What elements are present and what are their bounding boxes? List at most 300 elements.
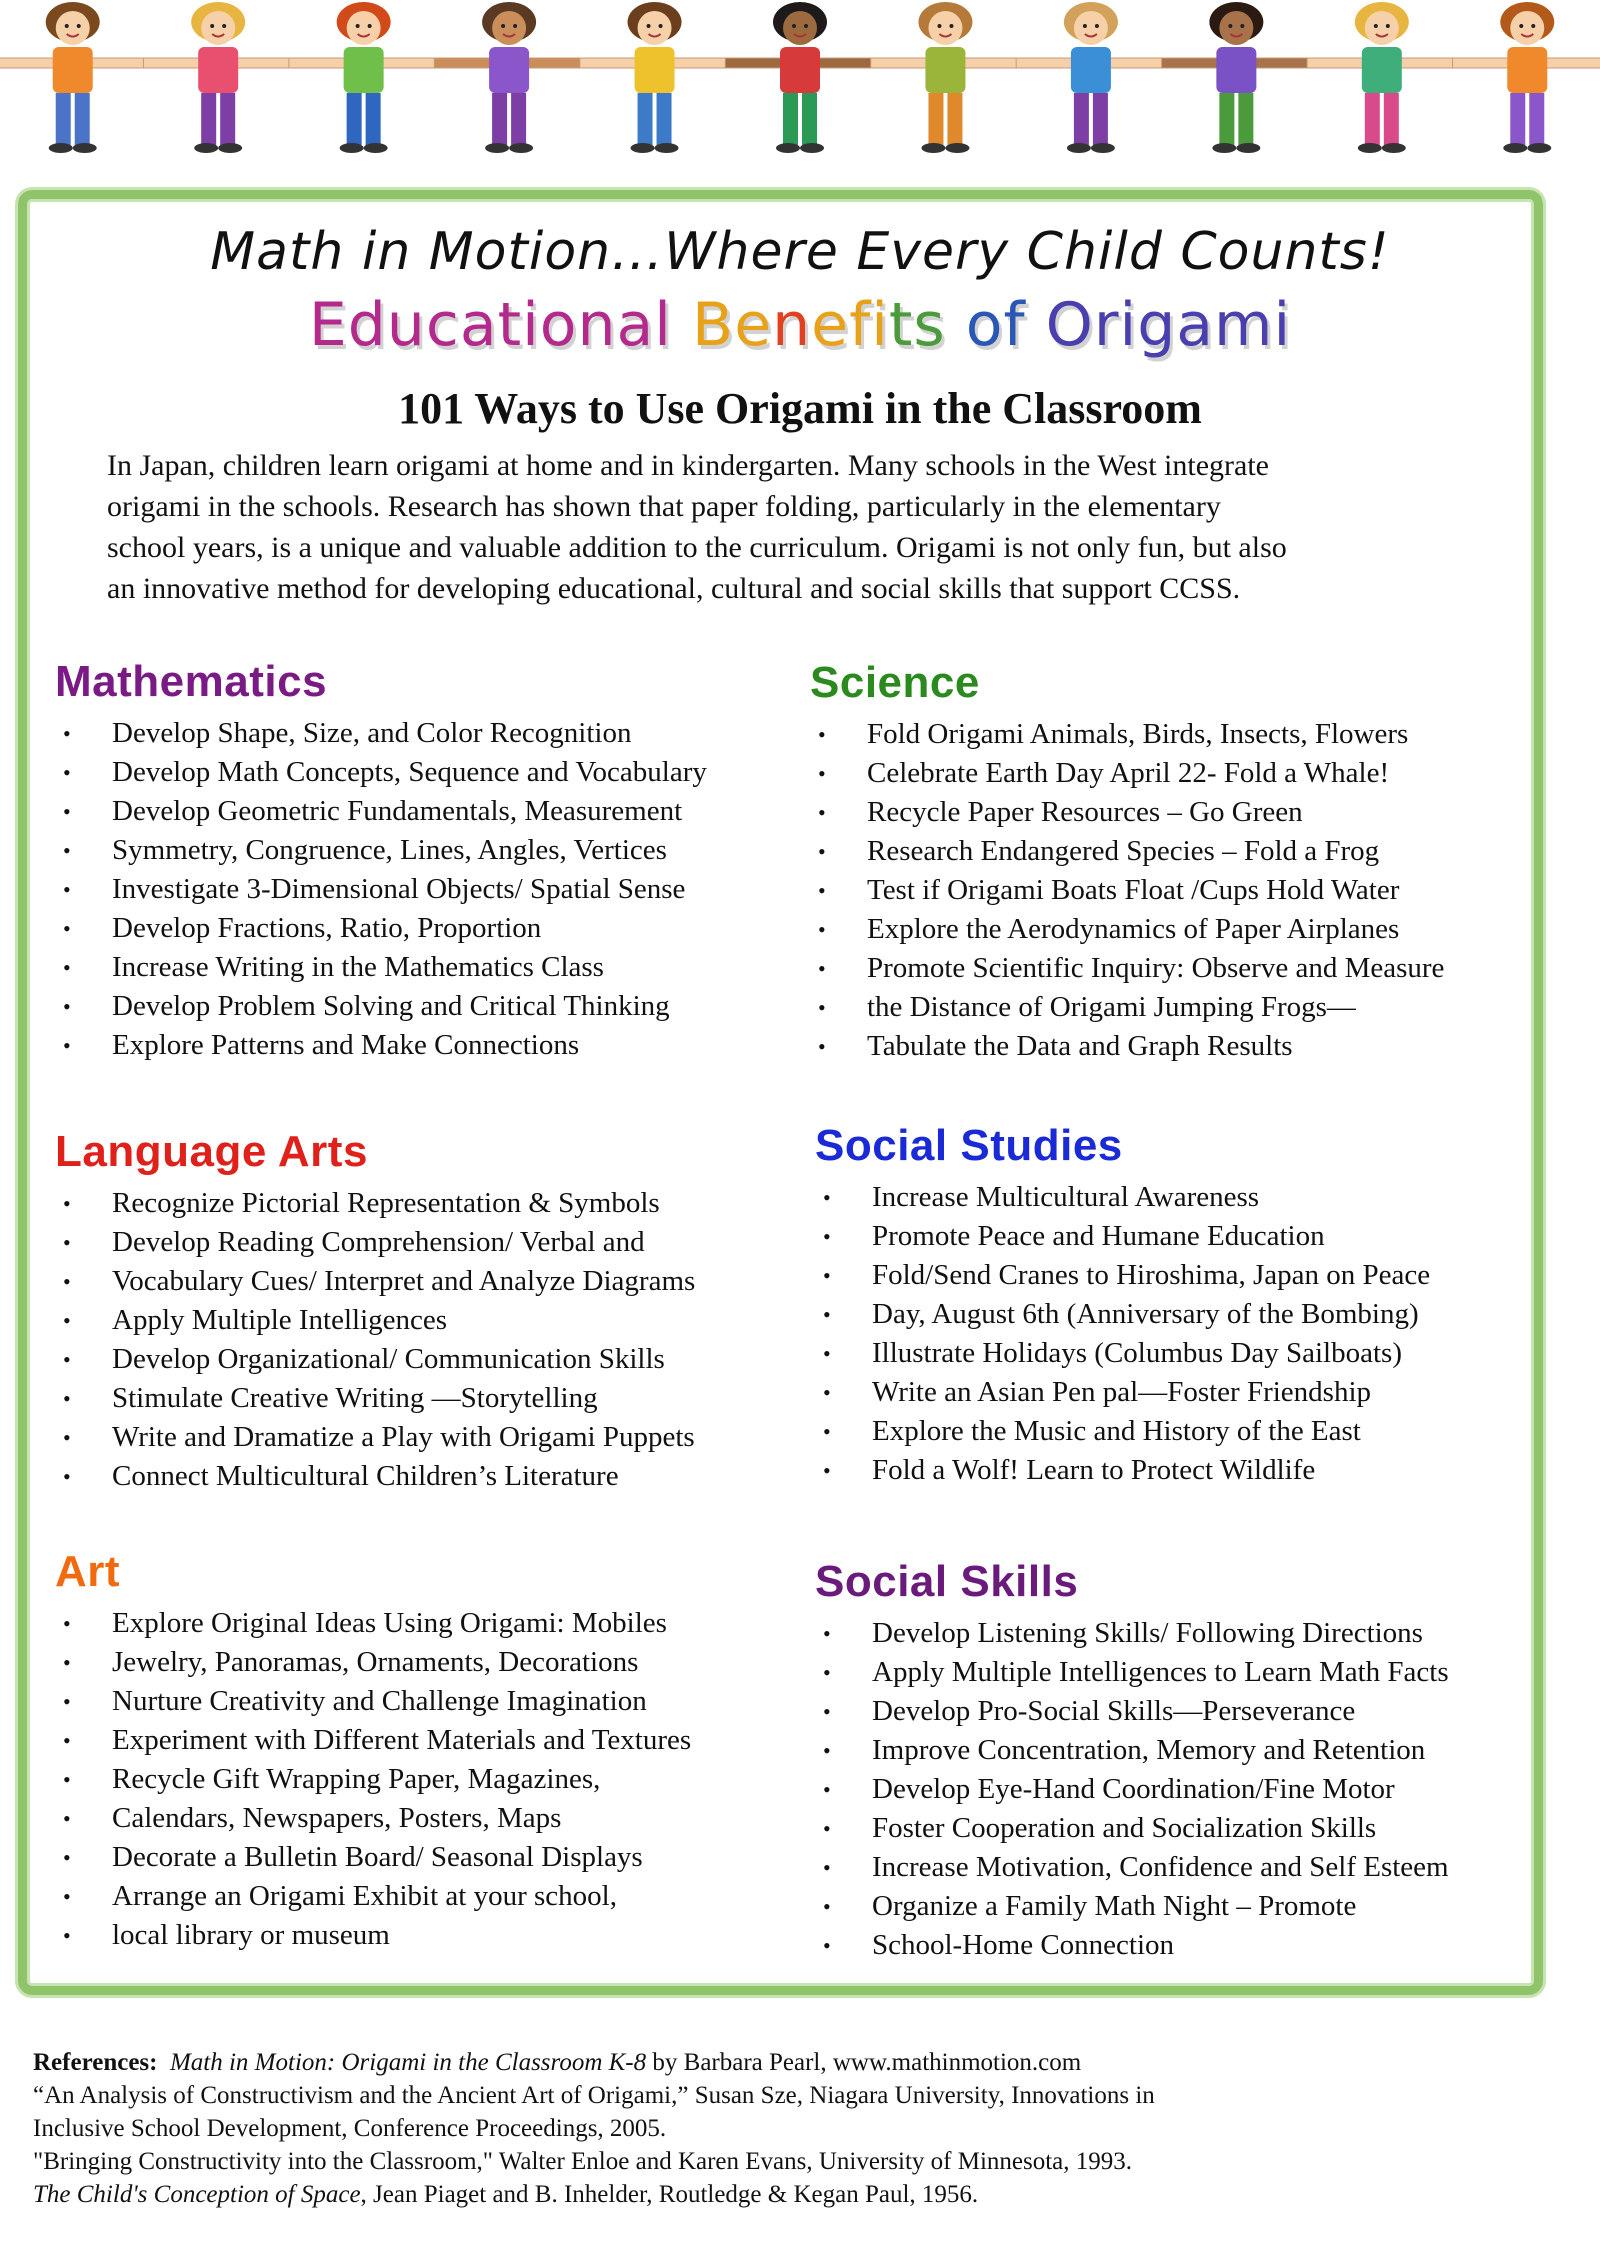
child-eye [804, 24, 808, 28]
child-figure [289, 2, 438, 153]
child-eye [659, 24, 663, 28]
child-figure [1162, 2, 1311, 153]
list-item [55, 1301, 695, 1340]
child-figure [580, 2, 729, 153]
list-item-text: Test if Origami Boats Float /Cups Hold Water [867, 874, 1400, 906]
section-heading: Social Skills [815, 1557, 1079, 1606]
list-item [815, 1451, 1430, 1490]
list-item [55, 1026, 707, 1065]
bullet-list [810, 715, 1444, 1066]
child-head [1219, 11, 1253, 45]
child-eye [792, 24, 796, 28]
list-item-text: Fold/Send Cranes to Hiroshima, Japan on Peace [872, 1259, 1431, 1291]
list-item [815, 1256, 1430, 1295]
child-eye [1531, 24, 1535, 28]
child-shoe [194, 143, 218, 153]
child-eye [1240, 24, 1244, 28]
list-item [55, 831, 707, 870]
bullet-icon: • [818, 839, 826, 864]
list-item-text: Explore the Aerodynamics of Paper Airplanes [867, 913, 1400, 945]
bullet-icon: • [63, 1611, 71, 1636]
bullet-icon: • [823, 1816, 831, 1841]
bullet-icon: • [63, 1425, 71, 1450]
child-leg [1384, 93, 1399, 145]
child-figure [871, 2, 1020, 153]
bullet-icon: • [823, 1894, 831, 1919]
list-item-text: Increase Motivation, Confidence and Self Esteem [872, 1851, 1449, 1883]
bullet-icon: • [63, 1033, 71, 1058]
page-title [309, 290, 1291, 360]
list-item [815, 1809, 1449, 1848]
child-shoe [800, 143, 824, 153]
child-eye [513, 24, 517, 28]
child-leg [638, 93, 653, 145]
bullet-icon: • [63, 994, 71, 1019]
list-item-text: Arrange an Origami Exhibit at your school, [112, 1880, 617, 1912]
list-item-text: Experiment with Different Materials and Textures [112, 1724, 692, 1756]
child-leg [947, 93, 962, 145]
list-item-text: Develop Fractions, Ratio, Proportion [112, 912, 542, 944]
bullet-list [55, 1604, 691, 1955]
kids-banner-illustration [0, 0, 1600, 175]
list-item [55, 714, 707, 753]
list-item-text: Develop Problem Solving and Critical Thinking [112, 990, 670, 1022]
list-item-text: Explore Patterns and Make Connections [112, 1029, 580, 1061]
child-shoe [631, 143, 655, 153]
child-shoe [509, 143, 533, 153]
title-segment: Origami [1045, 290, 1292, 360]
child-eye [77, 24, 81, 28]
child-shoe [1527, 143, 1551, 153]
child-shirt [1216, 47, 1256, 93]
subtitle: 101 Ways to Use Origami in the Classroom [398, 384, 1202, 433]
child-shoe [921, 143, 945, 153]
bullet-icon: • [63, 1308, 71, 1333]
list-item-text: Calendars, Newspapers, Posters, Maps [112, 1802, 562, 1834]
reference-line [33, 2046, 1573, 2079]
list-item [55, 1262, 695, 1301]
intro-paragraph [107, 445, 1507, 609]
list-item [55, 1604, 691, 1643]
child-eye [1095, 24, 1099, 28]
list-item-text: Fold a Wolf! Learn to Protect Wildlife [872, 1454, 1316, 1486]
list-item [810, 949, 1444, 988]
bullet-icon: • [63, 1728, 71, 1753]
list-item-text: Improve Concentration, Memory and Retention [872, 1734, 1426, 1766]
bullet-icon: • [63, 955, 71, 980]
child-shoe [945, 143, 969, 153]
child-head [1510, 11, 1544, 45]
child-eye [222, 24, 226, 28]
list-item [815, 1295, 1430, 1334]
bullet-icon: • [823, 1660, 831, 1685]
child-leg [201, 93, 216, 145]
section-language-arts [55, 1126, 695, 1496]
child-shoe [1503, 143, 1527, 153]
child-figure [725, 2, 874, 153]
bullet-icon: • [818, 995, 826, 1020]
list-item-text: Develop Shape, Size, and Color Recognition [112, 717, 632, 749]
list-item [815, 1653, 1449, 1692]
child-leg [1510, 93, 1525, 145]
list-item [815, 1178, 1430, 1217]
bullet-icon: • [823, 1933, 831, 1958]
list-item-text: the Distance of Origami Jumping Frogs— [867, 991, 1356, 1023]
child-shoe [340, 143, 364, 153]
child-shirt [489, 47, 529, 93]
list-item-text: Symmetry, Congruence, Lines, Angles, Vertices [112, 834, 667, 866]
bullet-icon: • [63, 1845, 71, 1870]
list-item [815, 1692, 1449, 1731]
child-figure [143, 2, 292, 153]
list-item [55, 1457, 695, 1496]
child-leg [220, 93, 235, 145]
list-item [55, 1760, 691, 1799]
child-head [1074, 11, 1108, 45]
list-item-text: Develop Reading Comprehension/ Verbal and [112, 1226, 645, 1258]
bullet-icon: • [63, 1806, 71, 1831]
bullet-icon: • [63, 1650, 71, 1675]
bullet-icon: • [823, 1419, 831, 1444]
list-item [55, 1721, 691, 1760]
title-segment: of [965, 290, 1046, 360]
bullet-icon: • [63, 799, 71, 824]
list-item-text: Promote Peace and Humane Education [872, 1220, 1325, 1252]
list-item [815, 1731, 1449, 1770]
bullet-icon: • [818, 761, 826, 786]
tagline: Math in Motion…Where Every Child Counts! [210, 222, 1390, 282]
child-eye [1228, 24, 1232, 28]
list-item-text: Develop Geometric Fundamentals, Measurement [112, 795, 683, 827]
intro-line: origami in the schools. Research has shown that paper folding, particularly in the elementary [107, 490, 1221, 523]
bullet-icon: • [63, 1386, 71, 1411]
child-shoe [1236, 143, 1260, 153]
intro-line: school years, is a unique and valuable addition to the curriculum. Origami is not only fun, but also [107, 531, 1287, 564]
child-head [783, 11, 817, 45]
list-item-text: Promote Scientific Inquiry: Observe and Measure [867, 952, 1445, 984]
child-head [1365, 11, 1399, 45]
section-heading: Art [55, 1547, 121, 1596]
section-heading: Social Studies [815, 1121, 1123, 1170]
bullet-icon: • [63, 1191, 71, 1216]
child-eye [937, 24, 941, 28]
list-item-text: Write and Dramatize a Play with Origami Puppets [112, 1421, 695, 1453]
list-item [55, 987, 707, 1026]
child-leg [56, 93, 71, 145]
list-item [55, 1799, 691, 1838]
reference-text: , Jean Piaget and B. Inhelder, Routledge & Kegan Paul, 1956. [360, 2181, 979, 2208]
child-shirt [925, 47, 965, 93]
child-leg [1074, 93, 1089, 145]
list-item [815, 1217, 1430, 1256]
list-item [810, 1027, 1444, 1066]
reference-text: by Barbara Pearl, www.mathinmotion.com [646, 2049, 1082, 2076]
bullet-icon: • [63, 1464, 71, 1489]
list-item-text: Apply Multiple Intelligences to Learn Math Facts [872, 1656, 1449, 1688]
list-item [815, 1926, 1449, 1965]
child-figure [0, 2, 147, 153]
list-item [55, 948, 707, 987]
bullet-list [815, 1614, 1449, 1965]
list-item-text: Vocabulary Cues/ Interpret and Analyze Diagrams [112, 1265, 696, 1297]
child-shoe [1358, 143, 1382, 153]
title-segment: Educational [308, 290, 693, 360]
bullet-icon: • [63, 916, 71, 941]
reference-title: The Child's Conception of Space [33, 2181, 361, 2208]
section-social-skills [815, 1556, 1449, 1965]
child-shirt [780, 47, 820, 93]
child-leg [928, 93, 943, 145]
bullet-icon: • [63, 1884, 71, 1909]
list-item-text: Investigate 3-Dimensional Objects/ Spatial Sense [112, 873, 686, 905]
child-leg [802, 93, 817, 145]
title-segment: ts [888, 290, 966, 360]
references-label: References: [33, 2049, 158, 2076]
list-item [55, 1223, 695, 1262]
list-item-text: Increase Multicultural Awareness [872, 1181, 1260, 1213]
child-eye [65, 24, 69, 28]
list-item [55, 909, 707, 948]
section-social-studies [815, 1120, 1430, 1490]
bullet-icon: • [823, 1341, 831, 1366]
bullet-icon: • [63, 1767, 71, 1792]
list-item-text: School-Home Connection [872, 1929, 1175, 1961]
reference-line: Inclusive School Development, Conference Proceedings, 2005. [33, 2115, 667, 2142]
child-leg [1529, 93, 1544, 145]
list-item-text: Connect Multicultural Children’s Literature [112, 1460, 619, 1492]
list-item-text: Explore Original Ideas Using Origami: Mobiles [112, 1607, 667, 1639]
list-item [815, 1373, 1430, 1412]
bullet-icon: • [818, 878, 826, 903]
list-item [55, 753, 707, 792]
child-figure [1016, 2, 1165, 153]
bullet-icon: • [63, 1923, 71, 1948]
child-shoe [485, 143, 509, 153]
list-item-text: Recycle Paper Resources – Go Green [867, 796, 1303, 828]
bullet-icon: • [63, 877, 71, 902]
list-item-text: Jewelry, Panoramas, Ornaments, Decorations [112, 1646, 639, 1678]
bullet-list [815, 1178, 1430, 1490]
child-shoe [776, 143, 800, 153]
child-shoe [1382, 143, 1406, 153]
reference-line: "Bringing Constructivity into the Classroom," Walter Enloe and Karen Evans, University of Minnesota, 1993. [33, 2148, 1133, 2175]
list-item [55, 1682, 691, 1721]
list-item [810, 754, 1444, 793]
child-shoe [1067, 143, 1091, 153]
list-item [55, 1877, 691, 1916]
list-item [815, 1770, 1449, 1809]
child-shoe [73, 143, 97, 153]
bullet-icon: • [823, 1777, 831, 1802]
bullet-icon: • [63, 1230, 71, 1255]
child-leg [1365, 93, 1380, 145]
bullet-list [55, 1184, 695, 1496]
bullet-icon: • [823, 1458, 831, 1483]
child-shoe [364, 143, 388, 153]
list-item [810, 988, 1444, 1027]
list-item-text: Illustrate Holidays (Columbus Day Sailboats) [872, 1337, 1402, 1369]
list-item-text: Stimulate Creative Writing —Storytelling [112, 1382, 598, 1414]
child-figure [1453, 2, 1600, 153]
bullet-icon: • [823, 1224, 831, 1249]
list-item-text: Develop Math Concepts, Sequence and Vocabulary [112, 756, 707, 788]
child-eye [210, 24, 214, 28]
child-eye [1386, 24, 1390, 28]
child-head [928, 11, 962, 45]
list-item-text: Research Endangered Species – Fold a Frog [867, 835, 1380, 867]
list-item [815, 1412, 1430, 1451]
bullet-icon: • [818, 917, 826, 942]
reference-title: Math in Motion: Origami in the Classroom K-8 [169, 2049, 647, 2076]
child-head [347, 11, 381, 45]
bullet-icon: • [63, 721, 71, 746]
list-item [810, 793, 1444, 832]
title-segment: n [772, 290, 812, 360]
child-leg [75, 93, 90, 145]
bullet-list [55, 714, 707, 1065]
child-shoe [655, 143, 679, 153]
list-item [55, 1379, 695, 1418]
list-item [55, 1643, 691, 1682]
intro-line: In Japan, children learn origami at home and in kindergarten. Many schools in the West integrate [107, 449, 1269, 482]
list-item-text: Explore the Music and History of the East [872, 1415, 1361, 1447]
bullet-icon: • [823, 1302, 831, 1327]
child-eye [1083, 24, 1087, 28]
bullet-icon: • [823, 1855, 831, 1880]
child-head [492, 11, 526, 45]
list-item [815, 1887, 1449, 1926]
list-item [55, 1838, 691, 1877]
list-item [810, 832, 1444, 871]
list-item-text: Nurture Creativity and Challenge Imagination [112, 1685, 647, 1717]
list-item [55, 792, 707, 831]
list-item-text: Celebrate Earth Day April 22- Fold a Whale! [867, 757, 1390, 789]
reference-line: “An Analysis of Constructivism and the Ancient Art of Origami,” Susan Sze, Niagara University, Innovations in [33, 2082, 1155, 2109]
child-leg [783, 93, 798, 145]
child-head [56, 11, 90, 45]
section-heading: Language Arts [55, 1127, 368, 1176]
child-leg [492, 93, 507, 145]
child-eye [647, 24, 651, 28]
child-eye [501, 24, 505, 28]
list-item-text: Recycle Gift Wrapping Paper, Magazines, [112, 1763, 601, 1795]
list-item-text: local library or museum [112, 1919, 390, 1951]
child-leg [511, 93, 526, 145]
child-eye [356, 24, 360, 28]
references [33, 2046, 1573, 2211]
list-item [815, 1614, 1449, 1653]
list-item-text: Foster Cooperation and Socialization Skills [872, 1812, 1377, 1844]
list-item-text: Decorate a Bulletin Board/ Seasonal Displays [112, 1841, 643, 1873]
list-item-text: Increase Writing in the Mathematics Class [112, 951, 604, 983]
bullet-icon: • [823, 1621, 831, 1646]
bullet-icon: • [818, 956, 826, 981]
bullet-icon: • [818, 1034, 826, 1059]
child-shoe [218, 143, 242, 153]
title-wrap [0, 290, 1600, 360]
child-shoe [49, 143, 73, 153]
section-heading: Mathematics [55, 657, 328, 706]
list-item [810, 715, 1444, 754]
list-item-text: Develop Eye-Hand Coordination/Fine Motor [872, 1773, 1395, 1805]
child-shirt [635, 47, 675, 93]
child-shoe [1091, 143, 1115, 153]
list-item [55, 1184, 695, 1223]
bullet-icon: • [63, 1689, 71, 1714]
child-eye [1374, 24, 1378, 28]
bullet-icon: • [823, 1263, 831, 1288]
child-leg [1219, 93, 1234, 145]
child-shirt [198, 47, 238, 93]
intro-line: an innovative method for developing educational, cultural and social skills that support CCSS. [107, 572, 1241, 605]
bullet-icon: • [823, 1185, 831, 1210]
bullet-icon: • [63, 1347, 71, 1372]
list-item [55, 1340, 695, 1379]
list-item [815, 1334, 1430, 1373]
bullet-icon: • [818, 800, 826, 825]
list-item-text: Develop Organizational/ Communication Skills [112, 1343, 665, 1375]
list-item-text: Fold Origami Animals, Birds, Insects, Flowers [867, 718, 1409, 750]
section-art [55, 1546, 691, 1955]
child-head [638, 11, 672, 45]
bullet-icon: • [63, 760, 71, 785]
list-item [810, 910, 1444, 949]
list-item-text: Organize a Family Math Night – Promote [872, 1890, 1357, 1922]
list-item-text: Develop Listening Skills/ Following Directions [872, 1617, 1423, 1649]
list-item [810, 871, 1444, 910]
list-item [815, 1848, 1449, 1887]
bullet-icon: • [63, 1269, 71, 1294]
title-segment: Be [692, 290, 773, 360]
bullet-icon: • [818, 722, 826, 747]
list-item-text: Write an Asian Pen pal—Foster Friendship [872, 1376, 1372, 1408]
child-eye [949, 24, 953, 28]
list-item [55, 1418, 695, 1457]
child-figure [1307, 2, 1456, 153]
child-eye [368, 24, 372, 28]
child-shirt [344, 47, 384, 93]
list-item-text: Develop Pro-Social Skills—Perseverance [872, 1695, 1356, 1727]
child-leg [1238, 93, 1253, 145]
section-heading: Science [810, 658, 980, 707]
child-figure [434, 2, 583, 153]
bullet-icon: • [823, 1738, 831, 1763]
bullet-icon: • [823, 1380, 831, 1405]
child-shoe [1212, 143, 1236, 153]
list-item [55, 1916, 691, 1955]
child-leg [1093, 93, 1108, 145]
list-item-text: Recognize Pictorial Representation & Symbols [112, 1187, 660, 1219]
child-head [201, 11, 235, 45]
list-item-text: Day, August 6th (Anniversary of the Bombing) [872, 1298, 1419, 1330]
child-shirt [1507, 47, 1547, 93]
reference-line [33, 2178, 1573, 2211]
child-leg [366, 93, 381, 145]
section-mathematics [55, 656, 707, 1065]
list-item [55, 870, 707, 909]
list-item-text: Tabulate the Data and Graph Results [867, 1030, 1293, 1062]
child-shirt [53, 47, 93, 93]
bullet-icon: • [823, 1699, 831, 1724]
child-shirt [1362, 47, 1402, 93]
child-eye [1519, 24, 1523, 28]
list-item-text: Apply Multiple Intelligences [112, 1304, 448, 1336]
section-science [810, 657, 1444, 1066]
child-leg [657, 93, 672, 145]
bullet-icon: • [63, 838, 71, 863]
child-leg [347, 93, 362, 145]
child-shirt [1071, 47, 1111, 93]
